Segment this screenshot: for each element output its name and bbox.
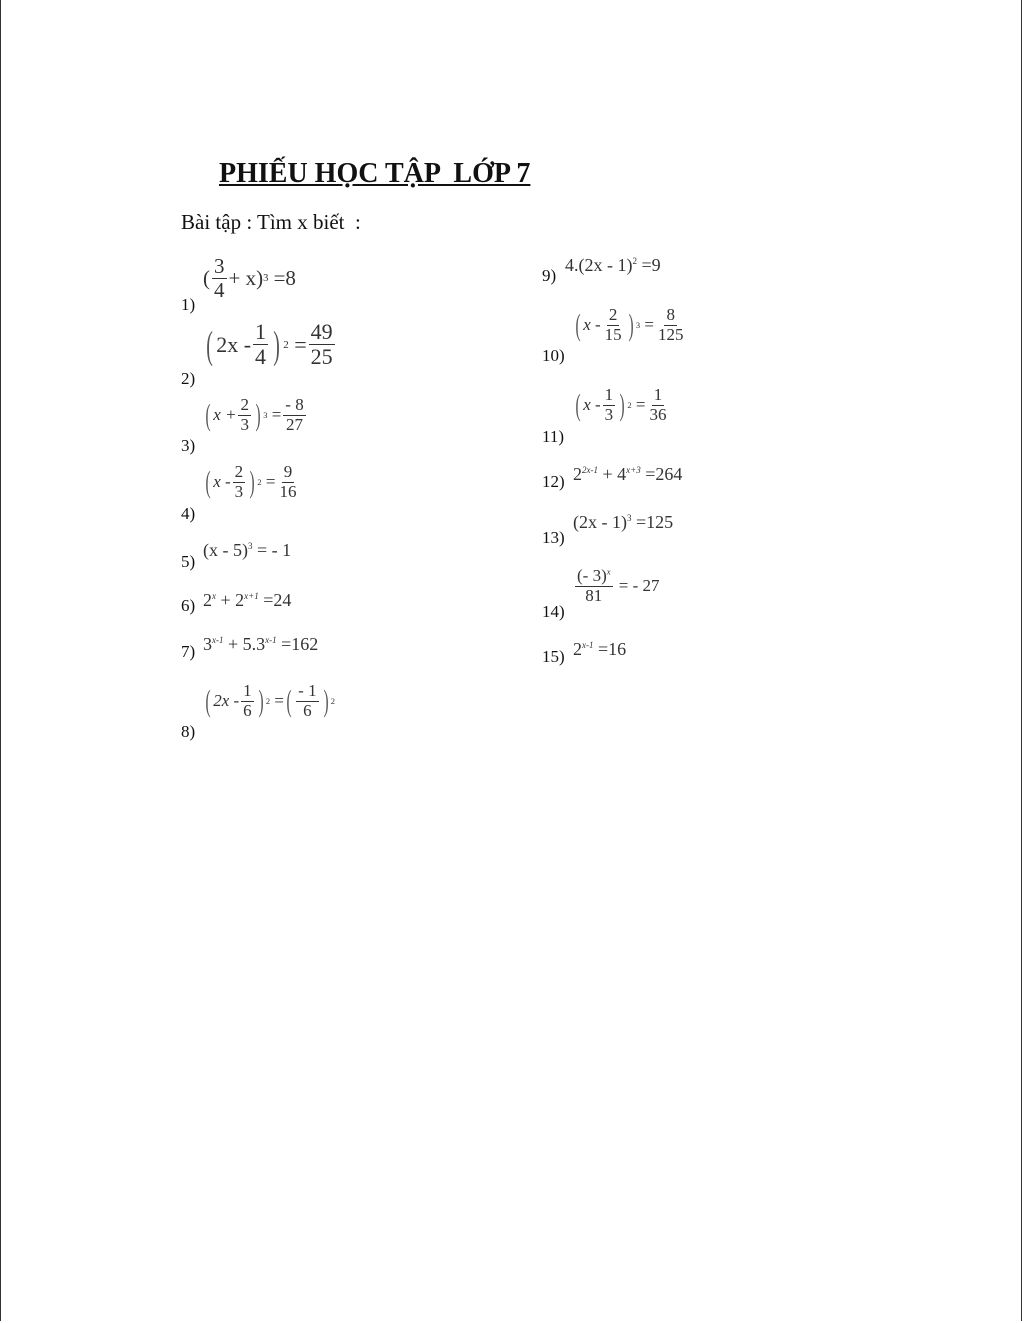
- eq14-denominator: 81: [585, 585, 603, 605]
- item-number-13: 13): [542, 528, 565, 547]
- eq12-exp1: 2x-1: [582, 465, 598, 475]
- equation-6: [203, 590, 291, 611]
- eq2-power: 2: [283, 338, 289, 351]
- eq4-lhs: x -: [213, 472, 231, 492]
- item-number-11: 11): [542, 427, 565, 446]
- eq2-numerator: 1: [255, 319, 267, 344]
- item-number-1: 1): [181, 295, 196, 314]
- eq10-rhs-numerator: 8: [666, 305, 675, 324]
- eq2-rhs-numerator: 49: [310, 319, 333, 344]
- eq13-rhs: =125: [635, 512, 674, 532]
- eq10-denominator: 15: [604, 324, 622, 344]
- eq8-power: 2: [265, 696, 271, 707]
- eq3-rhs-numerator: - 8: [285, 395, 304, 414]
- equation-11: ( x - $\frac{1}{3}$ ) 2 = $\frac{1}{36}$: [575, 385, 667, 424]
- item-number-10: 10): [542, 346, 565, 365]
- eq4-power: 2: [257, 477, 262, 488]
- eq8-rhs-numerator: - 1: [298, 681, 317, 700]
- eq7-rhs: =162: [281, 634, 319, 654]
- eq2-rhs-denominator: 25: [310, 344, 333, 370]
- eq13-lhs: (2x - 1): [573, 512, 627, 532]
- equation-15: [573, 639, 626, 660]
- eq3-rhs-denominator: 27: [285, 414, 303, 434]
- eq9-power: 2: [632, 256, 637, 266]
- eq4-denominator: 3: [234, 481, 244, 501]
- eq15-rhs: =16: [598, 639, 627, 659]
- eq6-rhs: =24: [263, 590, 292, 610]
- equation-1: ( $\frac{3}{4}$ + x) 3 =8: [203, 254, 296, 303]
- equation-2: ( 2x - $\frac{1}{4}$ ) 2 = $\frac{49}{25}$: [206, 319, 333, 370]
- eq7-base2: + 5.3: [228, 634, 266, 654]
- equation-3: ( x + $\frac{2}{3}$ ) 3 = $\frac{- 8}{27}$: [205, 395, 304, 434]
- eq2-equals: =: [294, 331, 307, 357]
- eq2-denominator: 4: [255, 344, 267, 370]
- equation-5: [203, 540, 291, 561]
- eq14-numerator: (- 3): [577, 566, 607, 585]
- eq3-numerator: 2: [240, 395, 249, 414]
- item-number-2: 2): [181, 369, 196, 388]
- exercise-instruction: Bài tập : Tìm x biết :: [181, 210, 361, 234]
- eq7-exp1: x-1: [212, 635, 224, 645]
- eq10-numerator: 2: [608, 305, 618, 324]
- item-number-15: 15): [542, 647, 565, 666]
- eq5-rhs: = - 1: [256, 540, 292, 560]
- eq6-exp1: x: [212, 591, 216, 601]
- eq3-lhs: x +: [213, 405, 237, 425]
- eq9-rhs: =9: [641, 255, 661, 275]
- eq6-base1: 2: [203, 590, 212, 610]
- eq3-equals: =: [271, 405, 282, 425]
- eq11-numerator: 1: [604, 385, 614, 404]
- item-number-8: 8): [181, 722, 196, 741]
- equation-14: [573, 566, 660, 605]
- eq13-power: 3: [626, 513, 632, 523]
- eq11-power: 2: [627, 400, 632, 411]
- eq14-numerator-power: x: [606, 566, 611, 577]
- eq8-equals: =: [274, 691, 284, 711]
- equation-8: ( 2x - $\frac{1}{6}$ ) 2 = ( $\frac{- 1}{6}$ ) 2: [205, 681, 336, 720]
- eq8-lhs: 2x -: [213, 691, 240, 711]
- eq4-rhs-numerator: 9: [283, 462, 293, 481]
- eq3-denominator: 3: [240, 414, 249, 434]
- item-number-7: 7): [181, 642, 196, 661]
- equation-10: ( x - $\frac{2}{15}$ ) 3 = $\frac{8}{125}$: [575, 305, 684, 344]
- eq10-rhs-denominator: 125: [657, 324, 684, 344]
- eq14-rhs: = - 27: [618, 576, 660, 596]
- eq15-base: 2: [573, 639, 582, 659]
- item-number-14: 14): [542, 602, 565, 621]
- eq11-rhs-denominator: 36: [649, 404, 667, 424]
- eq8-numerator: 1: [243, 681, 252, 700]
- eq12-exp2: x+3: [626, 465, 641, 475]
- eq10-lhs: x -: [583, 315, 601, 335]
- item-number-9: 9): [542, 266, 557, 285]
- eq6-base2: + 2: [220, 590, 245, 610]
- equation-7: [203, 634, 318, 655]
- item-number-5: 5): [181, 552, 196, 571]
- item-number-6: 6): [181, 596, 196, 615]
- eq1-rhs: =8: [273, 266, 296, 291]
- eq4-equals: =: [265, 472, 276, 492]
- item-number-4: 4): [181, 504, 196, 523]
- eq1-mid: + x): [228, 266, 264, 291]
- eq6-exp2: x+1: [244, 591, 259, 601]
- eq15-exp: x-1: [582, 640, 594, 650]
- eq11-lhs: x -: [583, 395, 601, 415]
- equation-13: [573, 512, 673, 533]
- eq5-power: 3: [247, 541, 253, 551]
- eq1-power: 3: [263, 273, 269, 285]
- eq2-lhs: 2x -: [216, 331, 252, 357]
- eq8-rhs-power: 2: [330, 696, 336, 707]
- eq7-base1: 3: [203, 634, 212, 654]
- eq8-denominator: 6: [243, 700, 252, 720]
- eq8-rhs-denominator: 6: [303, 700, 312, 720]
- eq9-lhs: 4.(2x - 1): [565, 255, 633, 275]
- eq10-equals: =: [644, 315, 654, 335]
- eq12-base1: 2: [573, 464, 582, 484]
- eq5-lhs: (x - 5): [203, 540, 248, 560]
- equation-9: [565, 255, 661, 276]
- eq1-denominator: 4: [214, 278, 225, 303]
- eq3-power: 3: [263, 410, 268, 421]
- page-title: PHIẾU HỌC TẬP LỚP 7: [219, 158, 531, 189]
- eq12-base2: + 4: [602, 464, 627, 484]
- eq11-denominator: 3: [604, 404, 614, 424]
- eq10-power: 3: [635, 320, 641, 331]
- eq12-rhs: =264: [645, 464, 683, 484]
- equation-12: [573, 464, 682, 485]
- eq4-numerator: 2: [234, 462, 244, 481]
- item-number-12: 12): [542, 472, 565, 491]
- eq11-equals: =: [635, 395, 646, 415]
- eq7-exp2: x-1: [265, 635, 277, 645]
- eq11-rhs-numerator: 1: [653, 385, 663, 404]
- item-number-3: 3): [181, 436, 196, 455]
- equation-4: ( x - $\frac{2}{3}$ ) 2 = $\frac{9}{16}$: [205, 462, 297, 501]
- eq1-numerator: 3: [214, 254, 225, 278]
- eq4-rhs-denominator: 16: [279, 481, 297, 501]
